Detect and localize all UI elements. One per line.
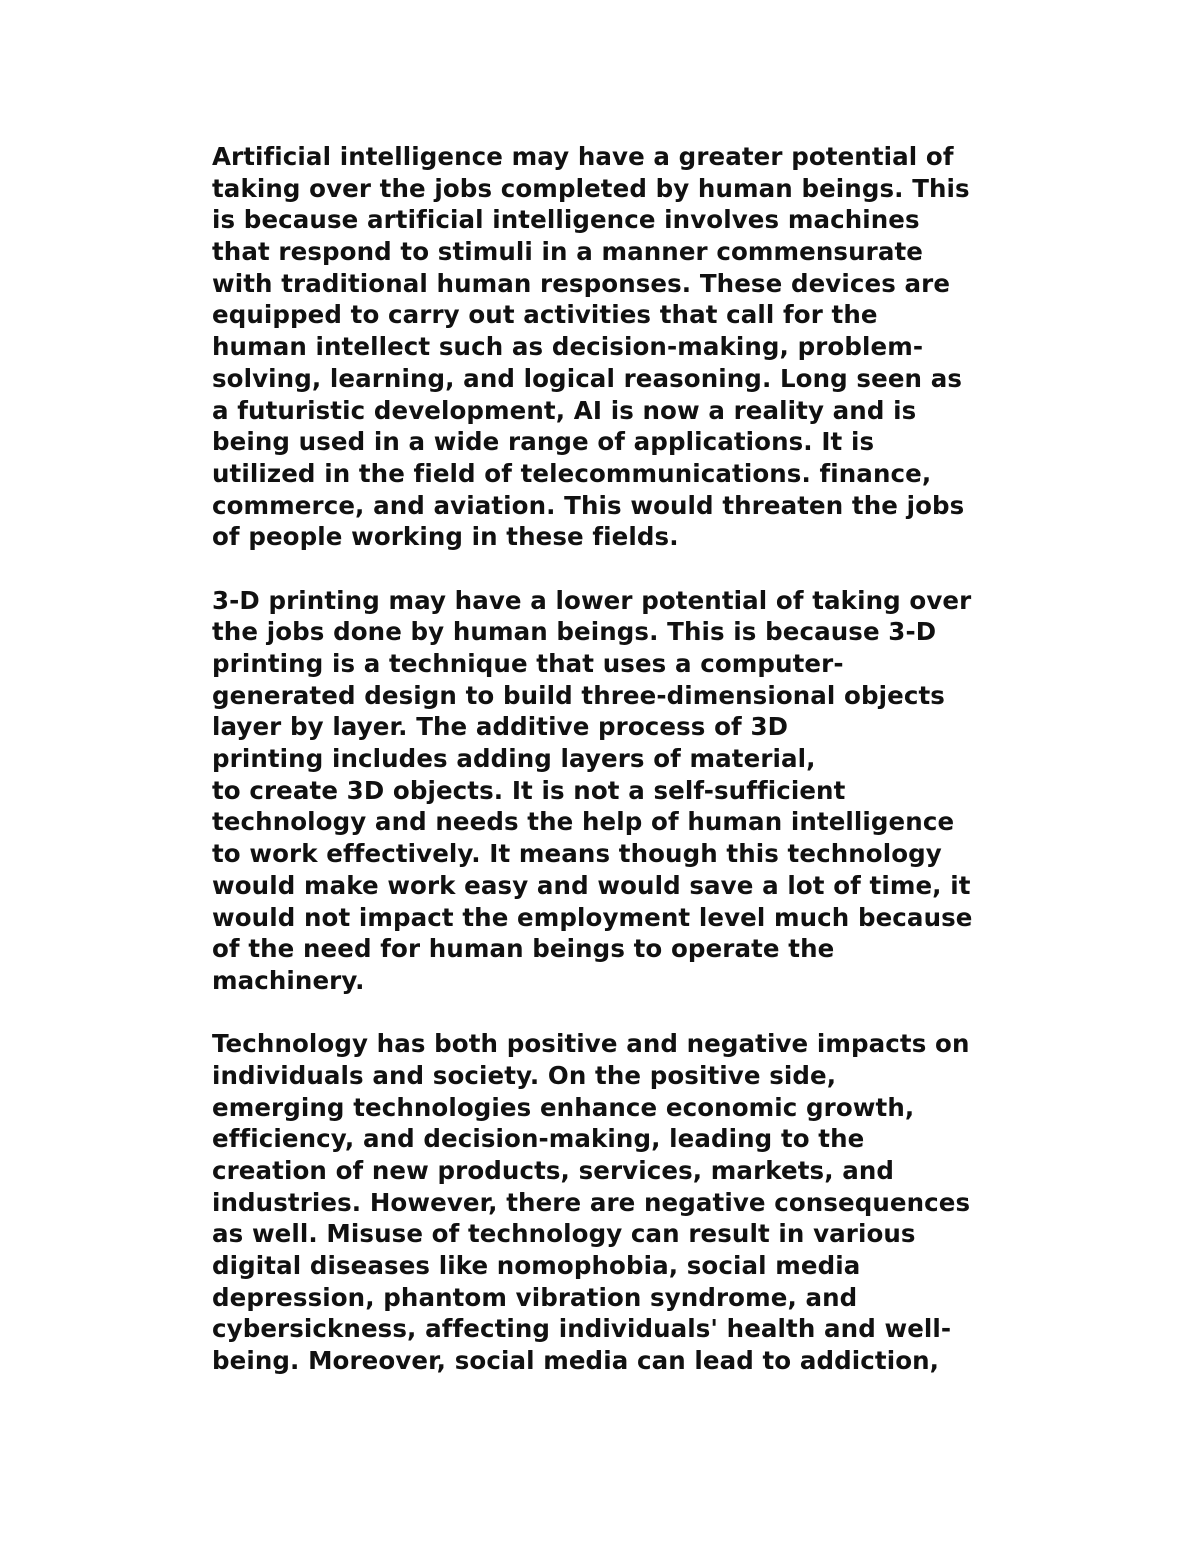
text-line: solving, learning, and logical reasoning. Long seen as bbox=[212, 363, 963, 393]
text-line: 3-D printing may have a lower potential of taking over bbox=[212, 585, 972, 615]
text-line: generated design to build three-dimensional objects bbox=[212, 680, 945, 710]
text-line: being used in a wide range of applications. It is bbox=[212, 427, 875, 457]
text-line: that respond to stimuli in a manner commensurate bbox=[212, 237, 923, 267]
text-line: would make work easy and would save a lot of time, it bbox=[212, 870, 971, 900]
text-line: individuals and society. On the positive side, bbox=[212, 1060, 837, 1090]
text-line: the jobs done by human beings. This is because 3-D bbox=[212, 617, 937, 647]
text-line: technology and needs the help of human intelligence bbox=[212, 807, 955, 837]
text-line: to create 3D objects. It is not a self-sufficient bbox=[212, 775, 846, 805]
text-line: Artificial intelligence may have a greater potential of bbox=[212, 142, 954, 171]
text-line: depression, phantom vibration syndrome, and bbox=[212, 1282, 858, 1312]
text-line: creation of new products, services, markets, and bbox=[212, 1156, 895, 1185]
text-line: as well. Misuse of technology can result in various bbox=[212, 1219, 916, 1249]
text-line: would not impact the employment level much because bbox=[212, 902, 973, 932]
text-line: Technology has both positive and negative impacts on bbox=[212, 1029, 970, 1059]
text-line: human intellect such as decision-making, problem- bbox=[212, 332, 924, 362]
text-line: printing is a technique that uses a computer- bbox=[212, 649, 844, 678]
text-line: of people working in these fields. bbox=[212, 522, 679, 552]
text-line: to work effectively. It means though this technology bbox=[212, 839, 942, 869]
paragraph-ai bbox=[212, 141, 1092, 553]
paragraph-3d-printing bbox=[212, 585, 1092, 997]
text-line: cybersickness, affecting individuals' health and well- bbox=[212, 1314, 952, 1344]
text-line: taking over the jobs completed by human beings. This bbox=[212, 173, 970, 203]
text-line: printing includes adding layers of material, bbox=[212, 744, 816, 774]
text-line: machinery. bbox=[212, 965, 365, 995]
text-line: emerging technologies enhance economic growth, bbox=[212, 1092, 915, 1122]
text-line: efficiency, and decision-making, leading to the bbox=[212, 1124, 865, 1154]
text-line: layer by layer. The additive process of 3D bbox=[212, 712, 789, 742]
paragraph-technology-impacts bbox=[212, 1028, 1092, 1377]
text-line: with traditional human responses. These devices are bbox=[212, 268, 951, 298]
text-line: being. Moreover, social media can lead to addiction, bbox=[212, 1346, 940, 1376]
text-line: is because artificial intelligence involves machines bbox=[212, 205, 920, 235]
document-page bbox=[212, 141, 1092, 1409]
text-line: of the need for human beings to operate the bbox=[212, 934, 835, 964]
text-line: utilized in the field of telecommunications. finance, bbox=[212, 458, 932, 488]
text-line: a futuristic development, AI is now a reality and is bbox=[212, 395, 917, 425]
text-line: equipped to carry out activities that call for the bbox=[212, 300, 878, 330]
text-line: digital diseases like nomophobia, social media bbox=[212, 1251, 861, 1281]
text-line: industries. However, there are negative consequences bbox=[212, 1187, 971, 1217]
text-line: commerce, and aviation. This would threaten the jobs bbox=[212, 490, 965, 520]
